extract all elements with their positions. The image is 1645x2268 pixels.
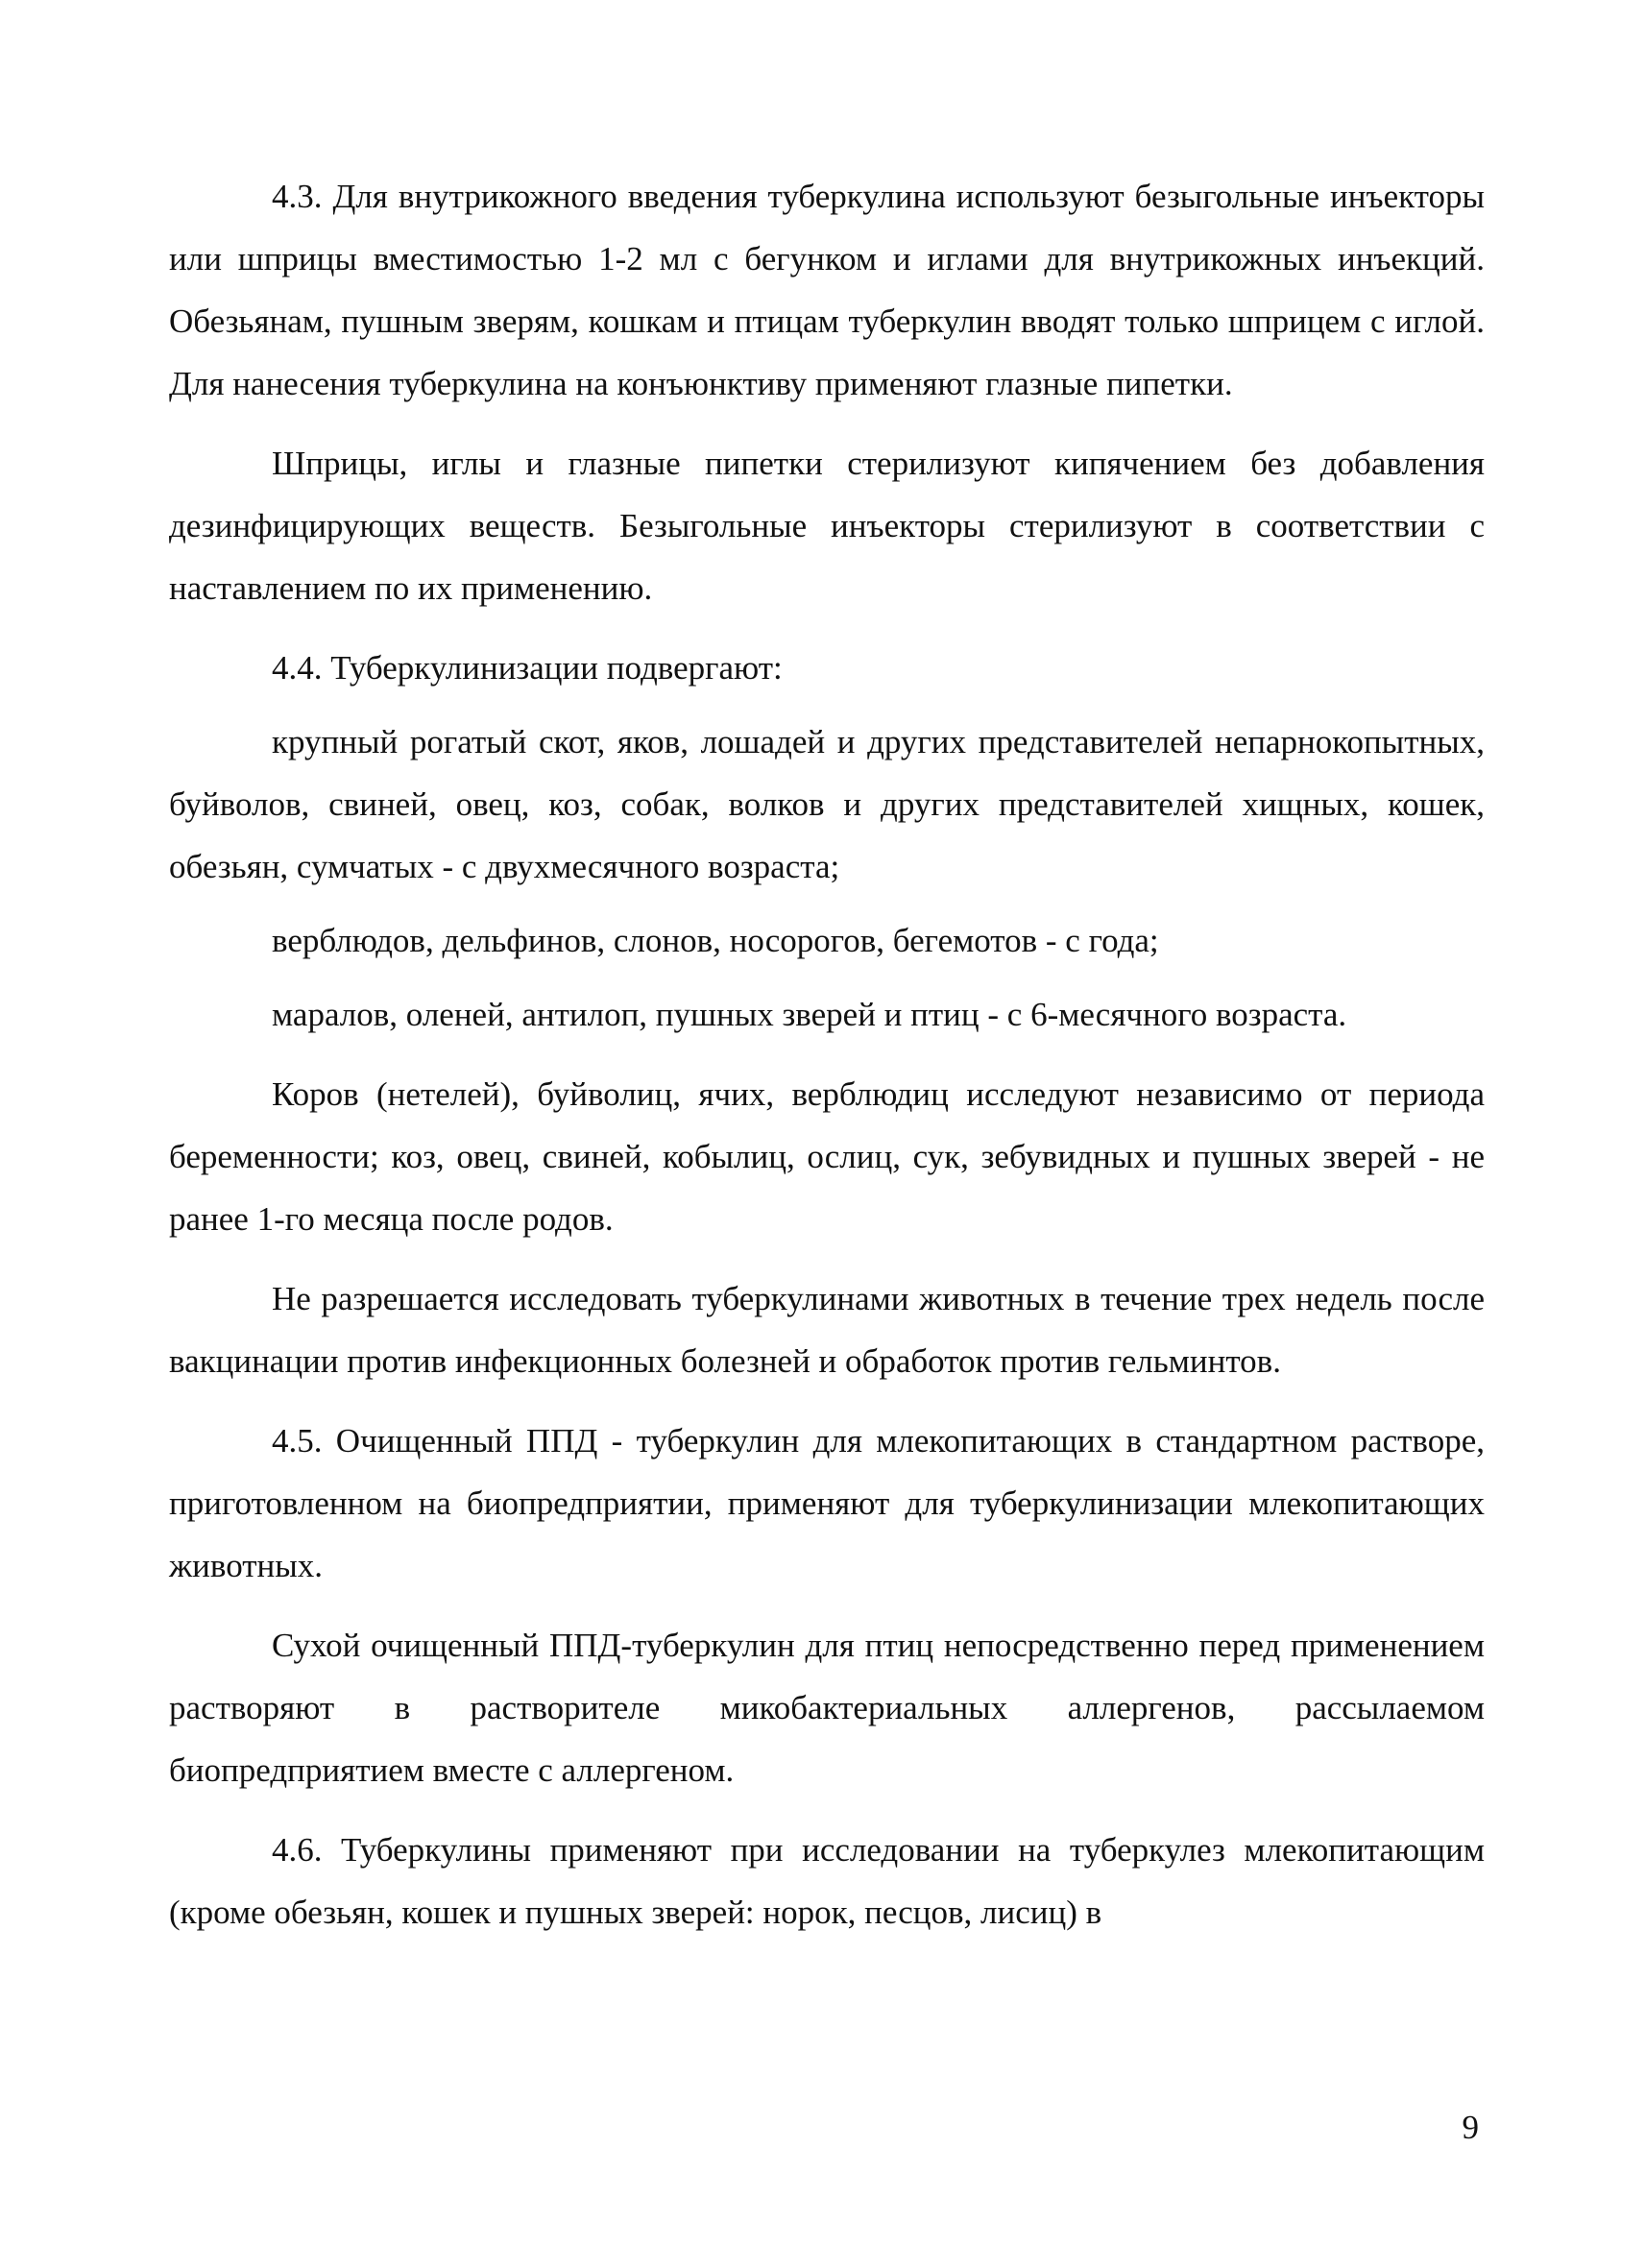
paragraph-4-4: 4.4. Туберкулинизации подвергают: — [272, 649, 783, 687]
paragraph-list-one-year: верблюдов, дельфинов, слонов, носорогов, бегемотов - с года; — [272, 922, 1159, 959]
paragraph-dry-ppd: Сухой очищенный ППД-туберкулин для птиц непосредственно перед применением растворяют в растворителе микобактериальных аллергенов, рассылаемом биопредприятием вместе с аллергеном. — [169, 1627, 1485, 1789]
paragraph-list-six-months: маралов, оленей, антилоп, пушных зверей и птиц - с 6-месячного возраста. — [272, 996, 1347, 1033]
paragraph-4-3: 4.3. Для внутрикожного введения туберкулина используют безыгольные инъекторы или шприцы вместимостью 1-2 мл с бегунком и иглами для внутрикожных инъекций. Обезьянам, пушным зверям, кошкам и птицам туберкулин вводят только шприцем с иглой. Для нанесения туберкулина на конъюнктиву применяют глазные пипетки. — [169, 178, 1485, 402]
paragraph-4-6: 4.6. Туберкулины применяют при исследовании на туберкулез млекопитающим (кроме обезьян, кошек и пушных зверей: норок, песцов, лисиц) в — [169, 1831, 1485, 1931]
page-number: 9 — [1462, 2109, 1479, 2146]
paragraph-list-two-months: крупный рогатый скот, яков, лошадей и других представителей непарнокопытных, буйволов, свиней, овец, коз, собак, волков и других представителей хищных, кошек, обезьян, сумчатых - с двухмесячного возраста; — [169, 723, 1485, 885]
paragraph-pregnancy: Коров (нетелей), буйволиц, ячих, верблюдиц исследуют независимо от периода беременности; коз, овец, свиней, кобылиц, ослиц, сук, зебувидных и пушных зверей - не ранее 1-го месяца после родов. — [169, 1075, 1485, 1238]
paragraph-sterilization: Шприцы, иглы и глазные пипетки стерилизуют кипячением без добавления дезинфицирующих веществ. Безыгольные инъекторы стерилизуют в соответствии с наставлением по их применению. — [169, 445, 1485, 607]
paragraph-vaccination: Не разрешается исследовать туберкулинами животных в течение трех недель после вакцинации против инфекционных болезней и обработок против гельминтов. — [169, 1280, 1485, 1380]
paragraph-4-5: 4.5. Очищенный ППД - туберкулин для млекопитающих в стандартном растворе, приготовленном на биопредприятии, применяют для туберкулинизации млекопитающих животных. — [169, 1422, 1485, 1584]
document-page — [169, 165, 1485, 1961]
